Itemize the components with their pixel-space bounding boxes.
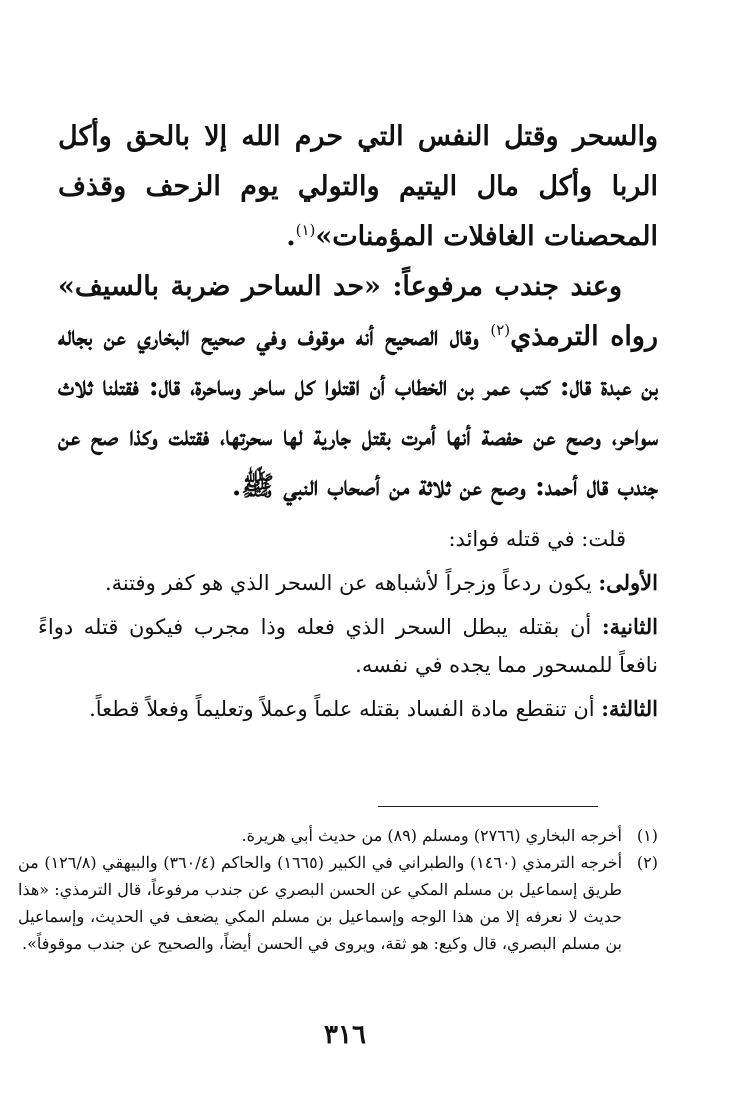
benefit-third-text: أن تنقطع مادة الفساد بقتله علماً وعملاً وتعليماً وفعلاً قطعاً. — [89, 697, 602, 721]
paragraph-jundub-hadith — [58, 262, 658, 512]
benefit-second-label: الثانية: — [601, 614, 658, 639]
footnote-number: (١) — [636, 826, 658, 845]
benefits-intro: قلت: في قتله فوائد: — [448, 527, 626, 551]
benefit-third — [38, 690, 658, 728]
paragraph-major-sins — [58, 112, 658, 262]
footnote-item — [18, 849, 658, 957]
benefit-first-text: يكون ردعاً وزجراً لأشباهه عن السحر الذي هو كفر وفتنة. — [104, 571, 599, 595]
footnote-ref-2: (٢) — [490, 321, 511, 339]
paragraph-jundub-text-a: وعند جندب مرفوعاً: «حد الساحر ضربة بالسيف» رواه الترمذي — [58, 271, 658, 352]
benefit-third-label: الثالثة: — [601, 696, 658, 721]
benefits-section — [38, 520, 658, 734]
benefit-second-text: أن بقتله يبطل السحر الذي فعله وذا مجرب فيكون قتله دواءً نافعاً للمسحور مما يجده في نفسه. — [38, 615, 658, 677]
footnote-text: أخرجه الترمذي (١٤٦٠) والطبراني في الكبير (١٦٦٥) والحاكم (٣٦٠/٤) والبيهقي (١٢٦/٨) من طريق إسماعيل بن مسلم المكي عن الحسن البصري عن جندب مرفوعاً، قال الترمذي: «هذا حديث لا نعرفه إلا من هذا الوجه وإسماعيل بن مسلم المكي يضعف في الحديث، وإسماعيل بن مسلم البصري، قال وكيع: هو ثقة، ويروى في الحسن أيضاً، والصحيح عن جندب موقوفاً». — [18, 853, 623, 953]
benefit-first-label: الأولى: — [598, 570, 658, 595]
footnote-divider — [378, 806, 598, 807]
footnote-ref-1: (١) — [295, 221, 316, 239]
benefit-first — [38, 564, 658, 602]
footnotes-section — [18, 822, 658, 957]
main-text-block — [58, 112, 658, 512]
paragraph-jundub-text-b: وقال الصحيح أنه موقوف وفي صحيح البخاري عن بجاله بن عبدة قال: كتب عمر بن الخطاب أن اقتلوا كل ساحر وساحرة، قال: فقتلنا ثلاث سواحر، وصح عن حفصة أنها أمرت بقتل جارية لها سحرتها، فقتلت وكذا صح عن جندب قال أحمد: وصح عن ثلاثة من أصحاب النبي ﷺ. — [58, 321, 658, 502]
page-number: ٣١٦ — [324, 1020, 366, 1050]
benefit-second — [38, 608, 658, 684]
footnote-item — [18, 822, 658, 849]
paragraph-major-sins-end: . — [286, 221, 296, 252]
footnote-text: أخرجه البخاري (٢٧٦٦) ومسلم (٨٩) من حديث أبي هريرة. — [241, 826, 622, 845]
footnote-number: (٢) — [636, 853, 658, 872]
paragraph-major-sins-text: والسحر وقتل النفس التي حرم الله إلا بالحق وأكل الربا وأكل مال اليتيم والتولي يوم الزحف وقذف المحصنات الغافلات المؤمنات» — [58, 121, 658, 252]
